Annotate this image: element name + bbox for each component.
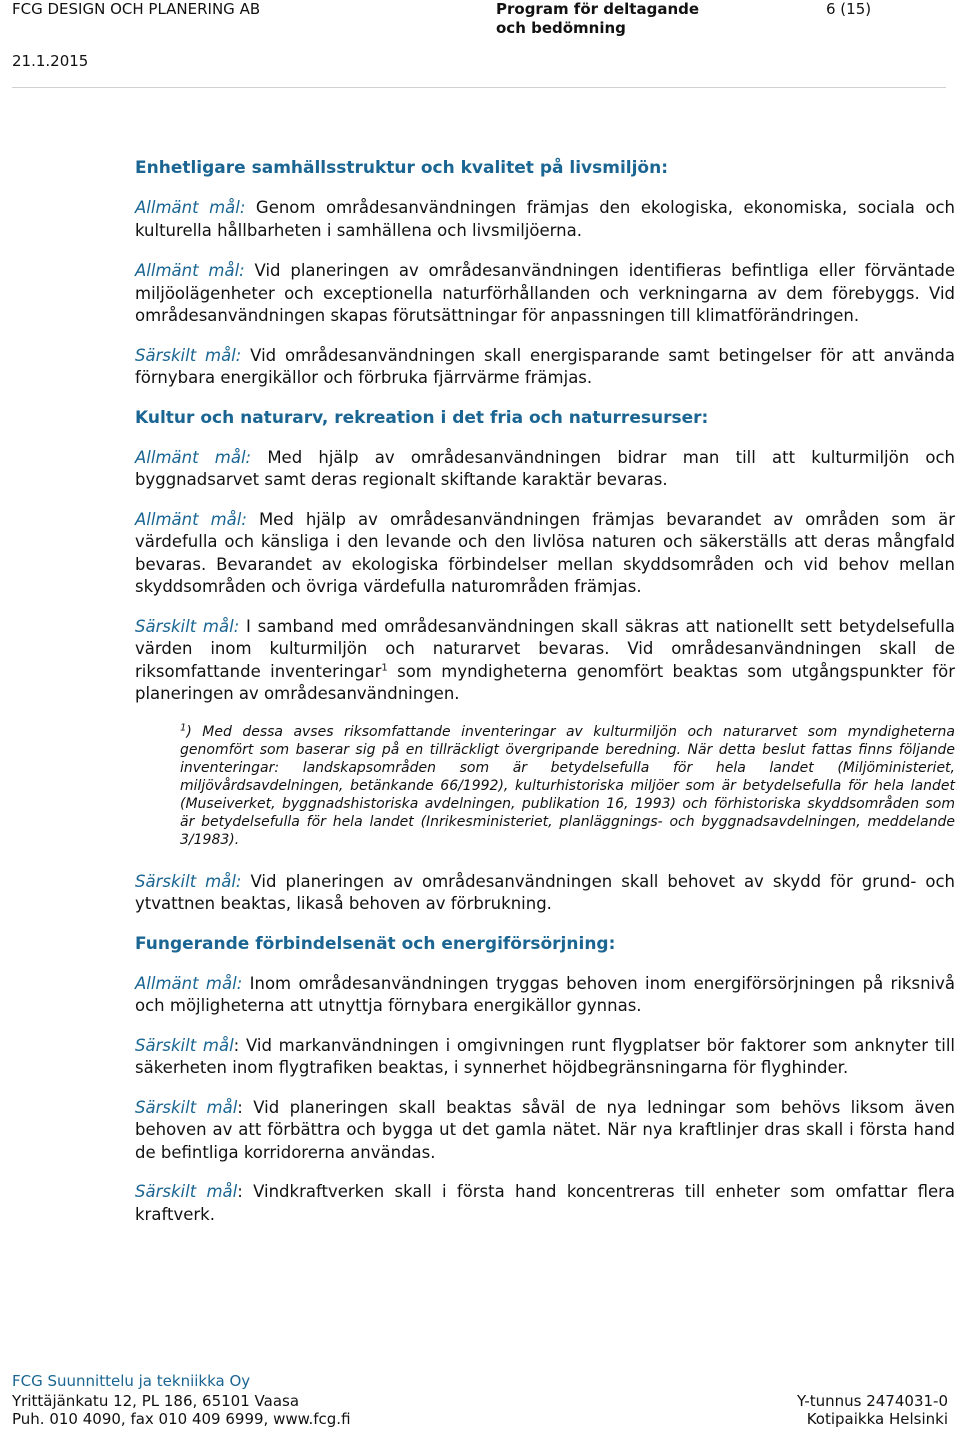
paragraph-text: : Vid planeringen skall beaktas såväl de nya ledningar som behövs liksom även behoven av att förbättra och bygga ut det gamla nätet. När nya kraftlinjer dras skall i första hand de befintliga korridorerna användas. [135, 1097, 955, 1162]
paragraph-text: Med hjälp av områdesanvändningen bidrar man till att kulturmiljön och byggnadsarvet samt deras regionalt skiftande karaktär bevaras. [135, 447, 955, 489]
header-title-line2: och bedömning [496, 19, 626, 37]
section-heading-kultur-naturarv: Kultur och naturarv, rekreation i det fria och naturresurser: [135, 407, 709, 428]
footnote-reference: 1 [381, 662, 388, 673]
footer-contact: Puh. 010 4090, fax 010 409 6999, www.fcg.fi [12, 1410, 351, 1428]
goal-label: Särskilt mål: [135, 871, 242, 891]
paragraph-text: Med hjälp av områdesanvändningen främjas bevarandet av områden som är värdefulla och känsliga i den levande och den livlösa naturen och säkerställs att deras mångfald bevaras. Bevarandet av ekologiska förbindelser mellan skyddsområden och vid behov mellan skyddsområden och övriga värdefulla naturområden främjas. [135, 509, 955, 596]
paragraph-text: : Vid markanvändningen i omgivningen runt flygplatser bör faktorer som anknyter till säkerheten inom flygtrafiken beaktas, i synnerhet höjdbegränsningarna för flyghinder. [135, 1035, 955, 1077]
goal-label: Särskilt mål [135, 1182, 238, 1201]
section-heading-forbindelsenat: Fungerande förbindelsenät och energiförsörjning: [135, 933, 616, 954]
paragraph-text: Vid områdesanvändningen skall energisparande samt betingelser för att använda förnybara energikällor och förbruka fjärrvärme främjas. [135, 345, 956, 387]
footer-domicile: Kotipaikka Helsinki [806, 1410, 948, 1428]
header-title [496, 0, 699, 38]
footer-business-id: Y-tunnus 2474031-0 [796, 1392, 948, 1410]
header-date: 21.1.2015 [12, 52, 89, 70]
paragraph [135, 509, 955, 599]
footnote-text: ) Med dessa avses riksomfattande inventeringar av kulturmiljön och naturarvet som myndigheterna genomfört som baserar sig på en tillräckligt övergripande beredning. När detta beslut fattas finns följande inventeringar: landskapsområden som är betydelsefulla för hela landet (Miljöministeriet, miljövårdsavdelningen, betänkande 66/1992), kulturhistoriska miljöer som är betydelsefulla för hela landet (Museiverket, byggnadshistoriska avdelningen, publikation 16, 1993) och förhistoriska skyddsområden som är betydelsefulla för hela landet (Inrikesministeriet, planläggnings- och byggnadsavdelningen, meddelande 3/1983). [180, 723, 955, 848]
goal-label: Särskilt mål: [135, 616, 240, 636]
paragraph [135, 1035, 955, 1080]
goal-label: Särskilt mål [135, 1097, 238, 1117]
paragraph-text: : Vindkraftverken skall i första hand koncentreras till enheter som omfattar flera kraftverk. [135, 1182, 956, 1224]
document-body [135, 157, 955, 1243]
paragraph-text: Genom områdesanvändningen främjas den ekologiska, ekonomiska, sociala och kulturella hållbarheten i samhällena och livsmiljöerna. [135, 198, 955, 240]
footer-address: Yrittäjänkatu 12, PL 186, 65101 Vaasa [12, 1392, 300, 1410]
page-footer [0, 1372, 960, 1428]
paragraph [135, 197, 955, 242]
page-header [0, 0, 960, 90]
goal-label: Allmänt mål: [135, 509, 247, 529]
paragraph [135, 447, 955, 492]
paragraph-text: I samband med områdesanvändningen skall säkras att nationellt sett betydelsefulla värden inom kulturmiljön och naturarvet bevaras. Vid områdesanvändningen skall de riksomfattande inventeringar [135, 616, 956, 681]
paragraph [135, 1181, 955, 1226]
paragraph [135, 1097, 955, 1165]
goal-label: Allmänt mål: [135, 973, 243, 993]
paragraph-text: Inom områdesanvändningen tryggas behoven inom energiförsörjningen på riksnivå och möjligheterna att utnyttja förnybara energikällor gynnas. [135, 973, 955, 1015]
goal-label: Allmänt mål: [135, 447, 252, 467]
header-title-line1: Program för deltagande [496, 0, 700, 18]
header-company: FCG DESIGN OCH PLANERING AB [12, 0, 261, 18]
paragraph [135, 260, 955, 328]
paragraph-text: Vid planeringen av områdesanvändningen identifieras befintliga eller förväntade miljöolägenheter och exceptionella naturförhållanden och verkningarna av dem förebyggs. Vid områdesanvändningen skapas förutsättningar för anpassningen till klimatförändringen. [135, 261, 955, 325]
header-divider [12, 87, 946, 88]
goal-label: Särskilt mål: [135, 345, 242, 365]
header-page-number: 6 (15) [826, 0, 872, 18]
goal-label: Allmänt mål: [135, 198, 246, 217]
footnote-number: 1 [180, 721, 187, 733]
goal-label: Särskilt mål [135, 1035, 234, 1055]
paragraph-text: Vid planeringen av områdesanvändningen skall behovet av skydd för grund- och ytvattnen beaktas, likaså behoven av förbrukning. [135, 871, 955, 913]
section-heading-samhallsstruktur: Enhetligare samhällsstruktur och kvalitet på livsmiljön: [135, 158, 669, 178]
goal-label: Allmänt mål: [135, 261, 245, 280]
footer-company: FCG Suunnittelu ja tekniikka Oy [12, 1372, 251, 1390]
paragraph [135, 871, 955, 916]
paragraph [135, 616, 955, 706]
paragraph [135, 973, 955, 1018]
paragraph [135, 345, 955, 390]
paragraph-text: som myndigheterna genomfört beaktas som utgångspunkter för planeringen av områdesanvändningen. [135, 661, 956, 703]
footnote [180, 723, 955, 849]
